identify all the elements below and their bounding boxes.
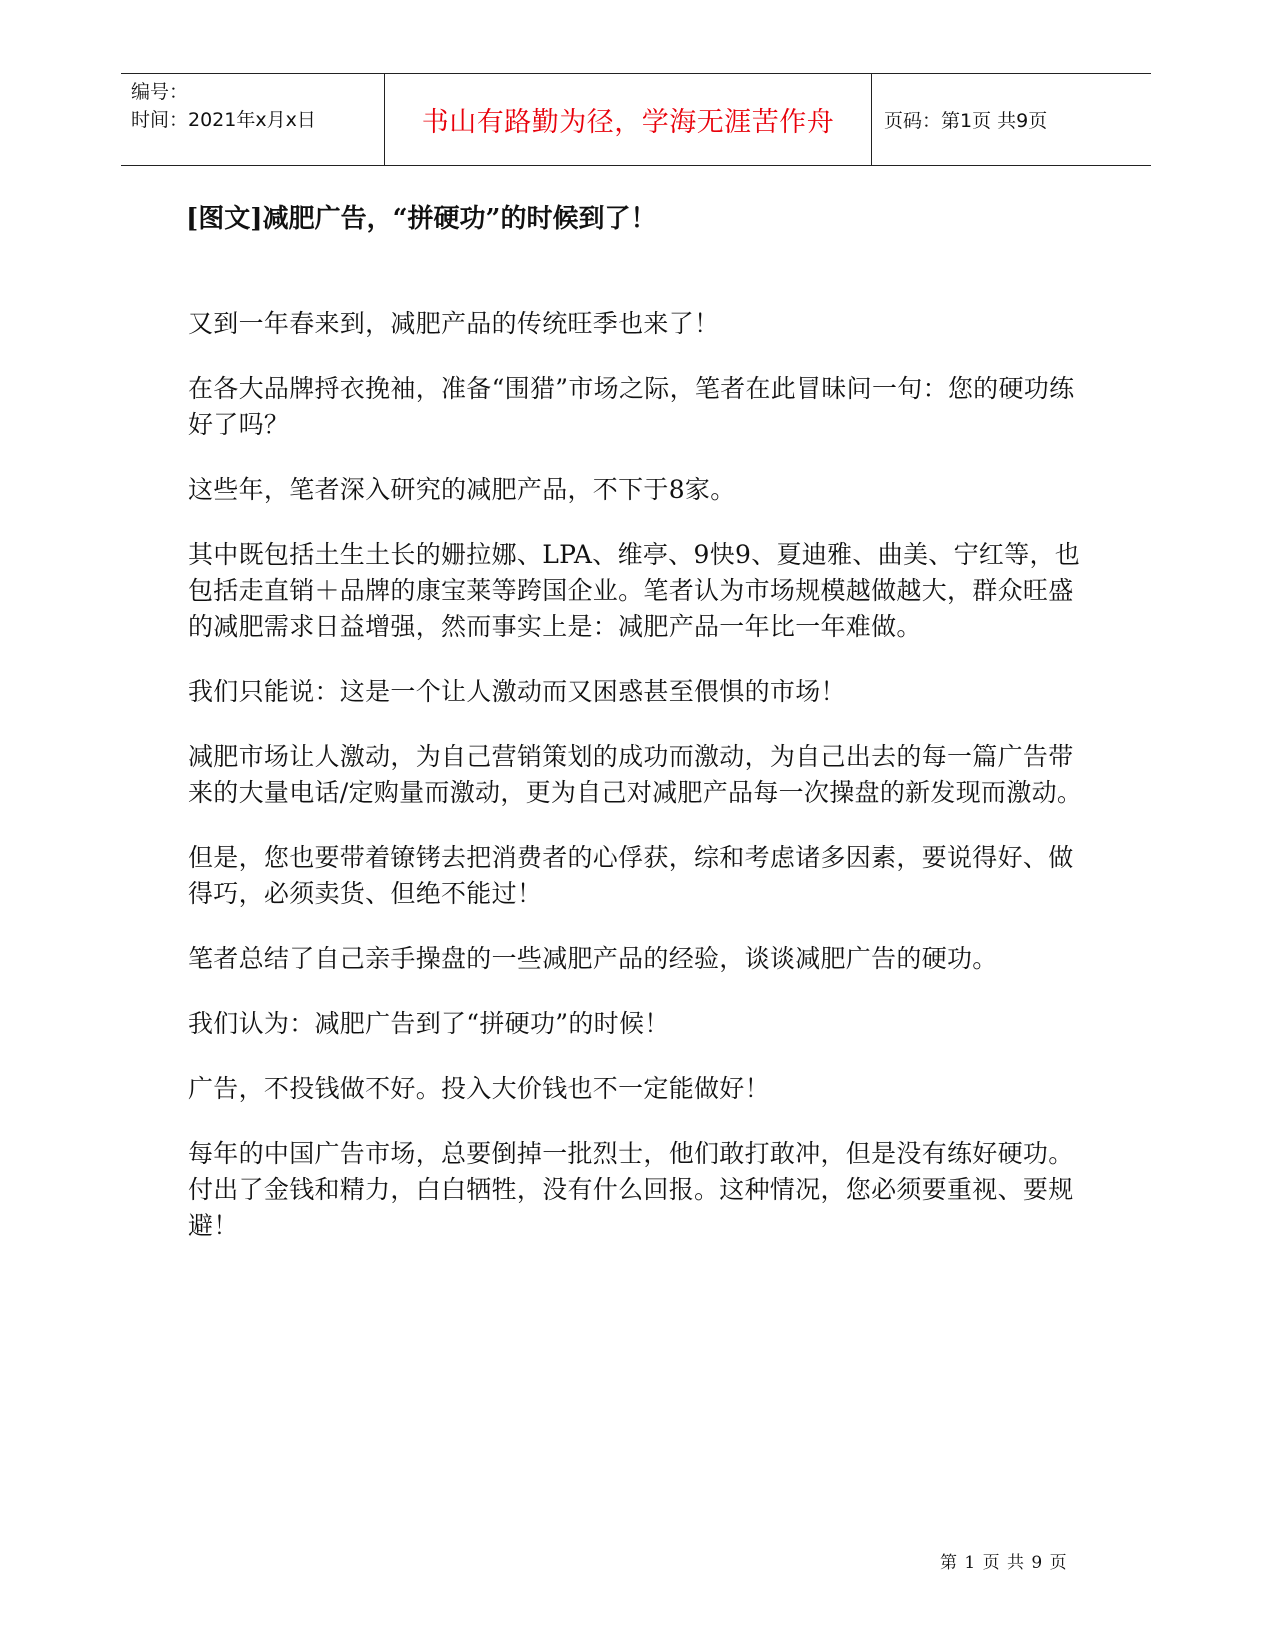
paragraph: 但是，您也要带着镣铐去把消费者的心俘获，综和考虑诸多因素，要说得好、做得巧，必须卖货、但绝不能过！ xyxy=(188,843,1074,908)
paragraph: 每年的中国广告市场，总要倒掉一批烈士，他们敢打敢冲，但是没有练好硬功。付出了金钱和精力，白白牺牲，没有什么回报。这种情况，您必须要重视、要规避！ xyxy=(188,1139,1074,1240)
header-page-cell xyxy=(872,74,1151,165)
motto-text: 书山有路勤为径，学海无涯苦作舟 xyxy=(421,107,835,138)
header-table xyxy=(121,73,1151,166)
paragraph: 减肥市场让人激动，为自己营销策划的成功而激动，为自己出去的每一篇广告带来的大量电话/定购量而激动，更为自己对减肥产品每一次操盘的新发现而激动。 xyxy=(188,742,1083,807)
paragraph: 在各大品牌捋衣挽袖，准备“围猎”市场之际，笔者在此冒昧问一句：您的硬功练好了吗？ xyxy=(188,374,1075,439)
serial-number-label: 编号： xyxy=(131,81,189,103)
document-body xyxy=(188,306,1093,1273)
header-motto-cell xyxy=(385,74,872,165)
paragraph: 我们认为：减肥广告到了“拼硬功”的时候！ xyxy=(188,1009,670,1038)
page-info-text: 页码：第1页 共9页 xyxy=(884,110,1048,132)
paragraph: 这些年，笔者深入研究的减肥产品，不下于8家。 xyxy=(188,475,736,504)
paragraph: 其中既包括土生土长的姗拉娜、LPA、维亭、9快9、夏迪雅、曲美、宁红等，也包括走直销＋品牌的康宝莱等跨国企业。笔者认为市场规模越做越大，群众旺盛的减肥需求日益增强，然而事实上是：减肥产品一年比一年难做。 xyxy=(188,540,1081,641)
paragraph: 我们只能说：这是一个让人激动而又困惑甚至偎惧的市场！ xyxy=(188,677,846,706)
page-footer: 第 1 页 共 9 页 xyxy=(940,1553,1068,1573)
time-label: 时间：2021年x月x日 xyxy=(131,109,316,131)
paragraph: 笔者总结了自己亲手操盘的一些减肥产品的经验，谈谈减肥广告的硬功。 xyxy=(188,944,998,973)
paragraph: 广告，不投钱做不好。投入大价钱也不一定能做好！ xyxy=(188,1074,770,1103)
paragraph: 又到一年春来到，减肥产品的传统旺季也来了！ xyxy=(188,309,720,338)
document-title: [图文]减肥广告，“拼硬功”的时候到了！ xyxy=(186,204,657,234)
header-meta-cell xyxy=(121,74,385,165)
